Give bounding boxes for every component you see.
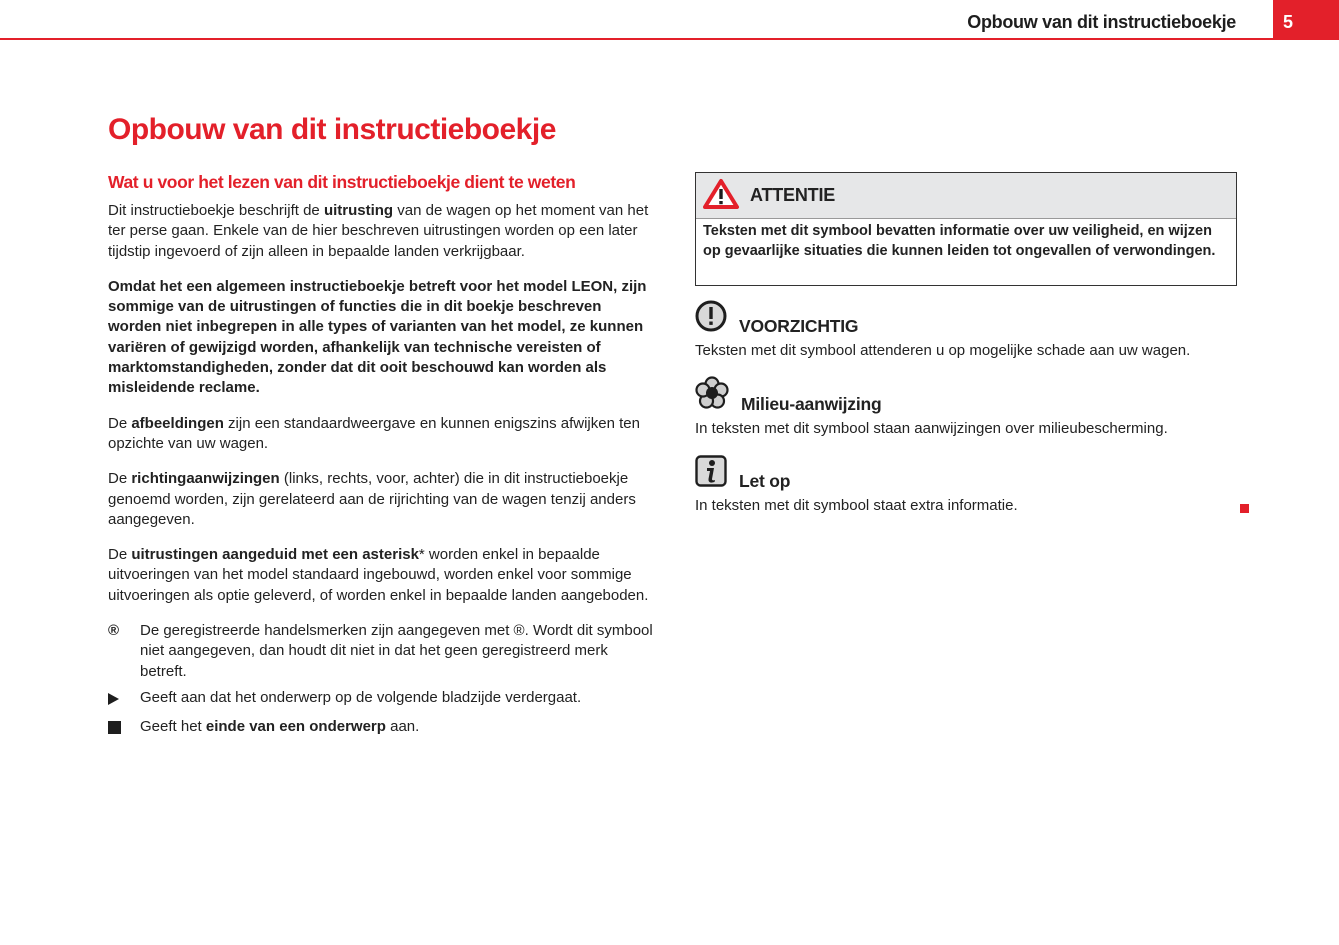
caution-text: Teksten met dit symbool attenderen u op mogelijke schade aan uw wagen.: [695, 342, 1191, 359]
bold-term: uitrusting: [323, 202, 394, 219]
environment-note: [695, 380, 1255, 439]
attention-label: ATTENTIE: [750, 185, 836, 205]
legend-text: Geeft aan dat het onderwerp op de volgende bladzijde verdergaat.: [140, 688, 582, 706]
text: * worden enkel in bepaalde uitvoeringen van het model standaard ingebouwd, worden enkel voor sommige uitvoeringen als optie geleverd, of worden enkel in bepaalde landen aangeboden.: [108, 546, 649, 604]
header-rule: [0, 38, 1339, 40]
attention-box: [695, 172, 1237, 286]
bold-term: einde van een onderwerp: [205, 718, 386, 736]
bold-term: richtingaanwijzingen: [131, 470, 280, 488]
paragraph-asterisk: [108, 545, 653, 606]
caution-label: VOORZICHTIG: [739, 316, 859, 336]
environment-text: In teksten met dit symbool staan aanwijzingen over milieubescherming.: [695, 420, 1168, 437]
attention-header: [696, 173, 1236, 219]
info-text: In teksten met dit symbool staat extra informatie.: [695, 497, 1018, 514]
legend-item-continue: [108, 688, 653, 711]
continue-arrow-icon: [108, 688, 140, 711]
end-square-icon: [108, 717, 140, 740]
text: (links, rechts, voor, achter) die in dit instructieboekje genoemd worden, zijn gerelateerd aan de rijrichting van de wagen tenzij anders aangegeven.: [108, 470, 636, 528]
registered-icon: ®: [108, 622, 120, 640]
page-title: Opbouw van dit instructieboekje: [108, 113, 556, 146]
paragraph-equipment: [108, 201, 653, 262]
flower-icon: [695, 376, 729, 414]
attention-text: Teksten met dit symbool bevatten informatie over uw veiligheid, en wijzen op gevaarlijke situaties die kunnen leiden tot ongevallen of verwondingen.: [703, 223, 1216, 260]
warning-triangle-icon: [702, 178, 740, 214]
text: zijn een standaardweergave en kunnen enigszins afwijken ten opzichte van uw wagen.: [108, 414, 640, 452]
paragraph-disclaimer: Omdat het een algemeen instructieboekje betreft voor het model LEON, zijn sommige van de uitrustingen of functies die in dit boekje beschreven worden niet inbegrepen in alle types of varianten van het model, ze kunnen variëren of gewijzigd worden, afhankelijk van technische vereisten of marktomstandigheden, zonder dat dit ooit beschouwd kan worden als misleidende reclame.: [108, 277, 647, 397]
bold-term: afbeeldingen: [131, 414, 224, 432]
legend-item-end: [108, 717, 653, 740]
caution-note: [695, 302, 1255, 361]
left-column: [108, 201, 653, 747]
text: De: [108, 546, 132, 564]
section-subtitle: Wat u voor het lezen van dit instructieboekje dient te weten: [108, 172, 576, 192]
text: aan.: [385, 718, 420, 736]
text: van de wagen op het moment van het ter perse gaan. Enkele van de hier beschreven uitrustingen worden op een later tijdstip ingevoerd of zijn alleen in bepaalde landen verkrijgbaar.: [108, 202, 649, 260]
legend-item-registered: [108, 621, 653, 682]
legend-text: De geregistreerde handelsmerken zijn aangegeven met ®. Wordt dit symbool niet aangegeven, dan houdt dit niet in dat het geen geregistreerd merk betreft.: [140, 622, 653, 680]
paragraph-directions: [108, 469, 653, 530]
page-number: 5: [1273, 0, 1339, 40]
symbol-legend: [108, 621, 653, 740]
info-icon: [695, 455, 727, 491]
exclamation-circle-icon: [695, 300, 727, 336]
text: Geeft het: [140, 718, 206, 736]
running-header-title: Opbouw van dit instructieboekje: [967, 12, 1236, 32]
end-of-topic-icon: [1240, 504, 1249, 513]
info-note: [695, 457, 1255, 516]
environment-label: Milieu-aanwijzing: [741, 394, 882, 414]
text: De: [108, 470, 132, 488]
legend-text: [140, 717, 419, 740]
text: Dit instructieboekje beschrijft de: [108, 202, 324, 219]
text: De: [108, 414, 132, 432]
info-label: Let op: [739, 471, 791, 491]
paragraph-images: [108, 414, 653, 455]
bold-term: uitrustingen aangeduid met een asterisk: [131, 546, 419, 564]
